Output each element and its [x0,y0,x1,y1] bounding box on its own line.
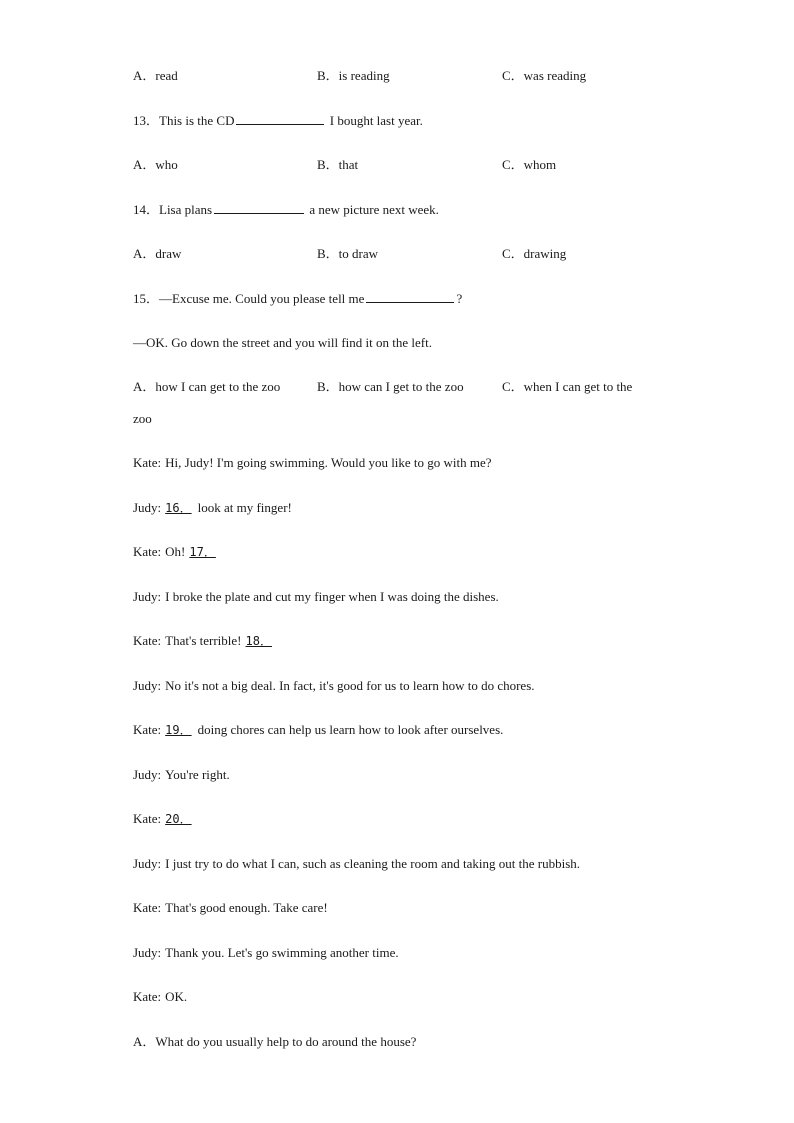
q15-stem [133,290,462,307]
speaker-label: Kate: [133,544,162,559]
dialogue-line [133,811,198,827]
q13-stem [133,112,423,129]
q13-option-a: A．who [133,157,178,172]
dialogue-line [133,722,503,738]
speaker-label: Kate: [133,900,162,915]
dialogue-line [133,544,222,560]
dialogue-text: doing chores can help us learn how to look after ourselves. [197,722,504,737]
dialogue-text: look at my finger! [197,500,292,515]
q15-stem-before: 15．—Excuse me. Could you please tell me [133,291,365,306]
dialogue-line [133,455,492,471]
q12-option-a: A．read [133,68,178,83]
blank-number-20: 20． [165,812,192,826]
q14-stem-before: 14．Lisa plans [133,202,213,217]
q15-option-c-wrap: zoo [133,411,152,426]
q12-option-b: B．is reading [317,68,390,83]
dialogue-line [133,633,278,649]
speaker-label: Kate: [133,633,162,648]
dialogue-text: I just try to do what I can, such as cleaning the room and taking out the rubbish. [165,856,580,871]
blank-number-19: 19． [165,723,192,737]
speaker-label: Judy: [133,767,162,782]
dialogue-line [133,856,580,872]
dialogue-text: No it's not a big deal. In fact, it's good for us to learn how to do chores. [165,678,535,693]
speaker-label: Judy: [133,589,162,604]
dialogue-text: OK. [165,989,188,1004]
speaker-label: Judy: [133,500,162,515]
dialogue-text: Thank you. Let's go swimming another time. [165,945,399,960]
q14-stem [133,201,439,218]
dialogue-text: Oh! [165,544,186,559]
speaker-label: Kate: [133,722,162,737]
q15-blank [366,290,454,303]
speaker-label: Judy: [133,945,162,960]
q13-stem-before: 13．This is the CD [133,113,235,128]
answer-choice-a: A．What do you usually help to do around the house? [133,1034,417,1049]
q13-blank [236,112,324,125]
dialogue-text: You're right. [165,767,230,782]
dialogue-text: Hi, Judy! I'm going swimming. Would you like to go with me? [165,455,492,470]
blank-number-18: 18． [245,634,272,648]
speaker-label: Judy: [133,678,162,693]
q14-stem-after: a new picture next week. [306,202,439,217]
dialogue-line [133,500,292,516]
speaker-label: Kate: [133,989,162,1004]
q14-option-b: B．to draw [317,246,379,261]
q14-blank [214,201,304,214]
dialogue-line [133,989,187,1005]
speaker-label: Kate: [133,455,162,470]
dialogue-line [133,767,230,783]
q15-stem-after: ? [456,291,463,306]
speaker-label: Kate: [133,811,162,826]
dialogue-line [133,678,535,694]
dialogue-line [133,900,328,916]
blank-number-17: 17． [189,545,216,559]
dialogue-line [133,589,499,605]
blank-number-16: 16． [165,501,192,515]
q15-reply: —OK. Go down the street and you will find it on the left. [133,335,432,350]
q13-option-c: C．whom [502,157,557,172]
q15-option-b: B．how can I get to the zoo [317,379,464,394]
q12-option-c: C．was reading [502,68,587,83]
q14-option-c: C．drawing [502,246,567,261]
dialogue-text: I broke the plate and cut my finger when I was doing the dishes. [165,589,499,604]
q15-option-a: A．how I can get to the zoo [133,379,281,394]
q13-option-b: B．that [317,157,359,172]
q14-option-a: A．draw [133,246,182,261]
speaker-label: Judy: [133,856,162,871]
dialogue-text: That's good enough. Take care! [165,900,328,915]
dialogue-line [133,945,399,961]
q15-option-c: C．when I can get to the [502,379,633,394]
q13-stem-after: I bought last year. [326,113,423,128]
dialogue-text: That's terrible! [165,633,242,648]
